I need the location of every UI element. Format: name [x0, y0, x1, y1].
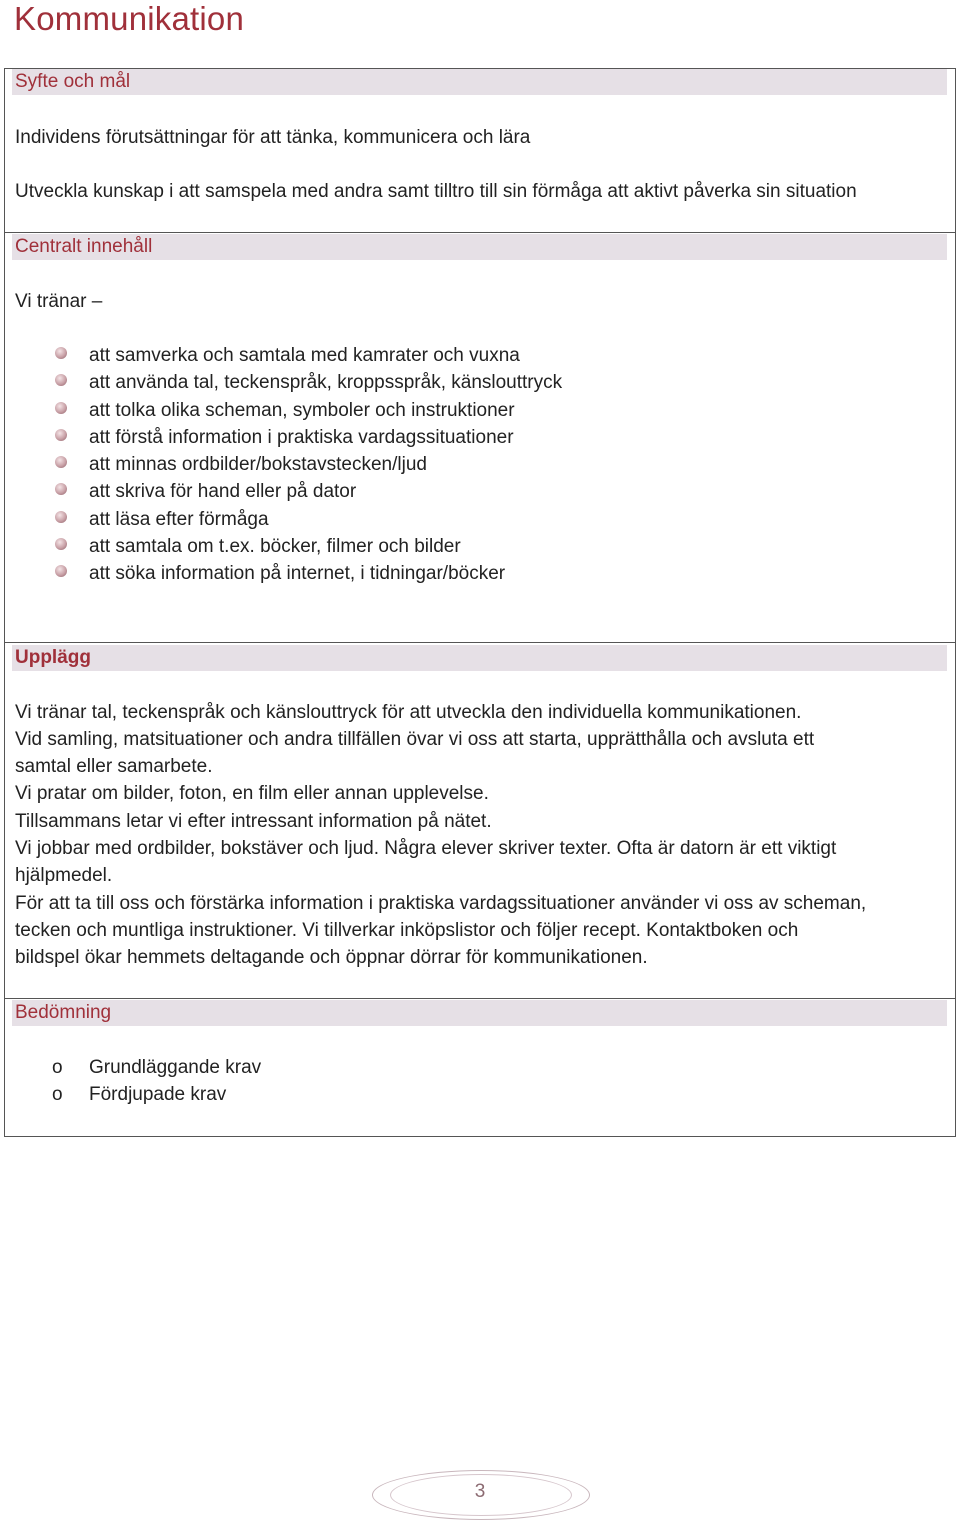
divider: [4, 642, 956, 643]
paragraph-line: samtal eller samarbete.: [15, 756, 213, 777]
bullet-icon: [55, 347, 67, 359]
section-heading: Upplägg: [15, 647, 91, 668]
section-heading: Syfte och mål: [15, 71, 131, 92]
list-item: att minnas ordbilder/bokstavstecken/ljud: [0, 451, 960, 478]
paragraph-line: bildspel ökar hemmets deltagande och öppnar dörrar för kommunikationen.: [15, 947, 648, 968]
divider: [4, 998, 956, 999]
page-number: 3: [474, 1481, 486, 1502]
bullet-icon: [55, 429, 67, 441]
bullet-icon: [55, 538, 67, 550]
list-item: att tolka olika scheman, symboler och instruktioner: [0, 397, 960, 424]
paragraph-line: Vi pratar om bilder, foton, en film eller annan upplevelse.: [15, 783, 489, 804]
bullet-icon: [55, 483, 67, 495]
paragraph-line: hjälpmedel.: [15, 865, 113, 886]
circle-bullet-icon: o: [52, 1057, 63, 1078]
list-item: att använda tal, teckenspråk, kroppsspråk, känslouttryck: [0, 369, 960, 396]
list-item: o Fördjupade krav: [0, 1081, 960, 1108]
list-item: att samverka och samtala med kamrater och vuxna: [0, 342, 960, 369]
paragraph-line: Vid samling, matsituationer och andra tillfällen övar vi oss att starta, upprätthålla och avsluta ett: [15, 729, 815, 750]
section-heading: Bedömning: [15, 1002, 112, 1023]
list-item: att samtala om t.ex. böcker, filmer och bilder: [0, 533, 960, 560]
paragraph-line: För att ta till oss och förstärka information i praktiska vardagssituationer använder vi oss av scheman,: [15, 893, 867, 914]
bullet-icon: [55, 374, 67, 386]
bullet-list: [0, 342, 960, 588]
bullet-icon: [55, 456, 67, 468]
paragraph: Individens förutsättningar för att tänka, kommunicera och lära: [15, 127, 531, 148]
list-item: att förstå information i praktiska vardagssituationer: [0, 424, 960, 451]
intro-text: Vi tränar –: [15, 291, 103, 312]
paragraph-line: Tillsammans letar vi efter intressant information på nätet.: [15, 811, 492, 832]
paragraph-line: Vi jobbar med ordbilder, bokstäver och ljud. Några elever skriver texter. Ofta är datorn är ett viktigt: [15, 838, 837, 859]
section-heading-band: [12, 1000, 947, 1026]
divider: [4, 232, 956, 233]
bullet-icon: [55, 402, 67, 414]
list-item: att söka information på internet, i tidningar/böcker: [0, 560, 960, 587]
circle-bullet-icon: o: [52, 1084, 63, 1106]
content-frame: [4, 68, 956, 1137]
list-item: att läsa efter förmåga: [0, 506, 960, 533]
bullet-icon: [55, 565, 67, 577]
divider: [4, 1136, 956, 1137]
paragraph-line: tecken och muntliga instruktioner. Vi tillverkar inköpslistor och följer recept. Kontaktboken och: [15, 920, 799, 941]
section-heading: Centralt innehåll: [15, 236, 153, 257]
section-heading-band: [12, 69, 947, 95]
paragraph: Utveckla kunskap i att samspela med andra samt tilltro till sin förmåga att aktivt påverka sin situation: [15, 181, 857, 202]
section-heading-band: [12, 645, 947, 671]
bullet-icon: [55, 511, 67, 523]
list-item: o Grundläggande krav: [0, 1054, 960, 1081]
paragraph-line: Vi tränar tal, teckenspråk och känslouttryck för att utveckla den individuella kommunikationen.: [15, 702, 802, 723]
page-title: Kommunikation: [14, 0, 245, 37]
list-item: att skriva för hand eller på dator: [0, 478, 960, 505]
assessment-list: [0, 1054, 960, 1109]
